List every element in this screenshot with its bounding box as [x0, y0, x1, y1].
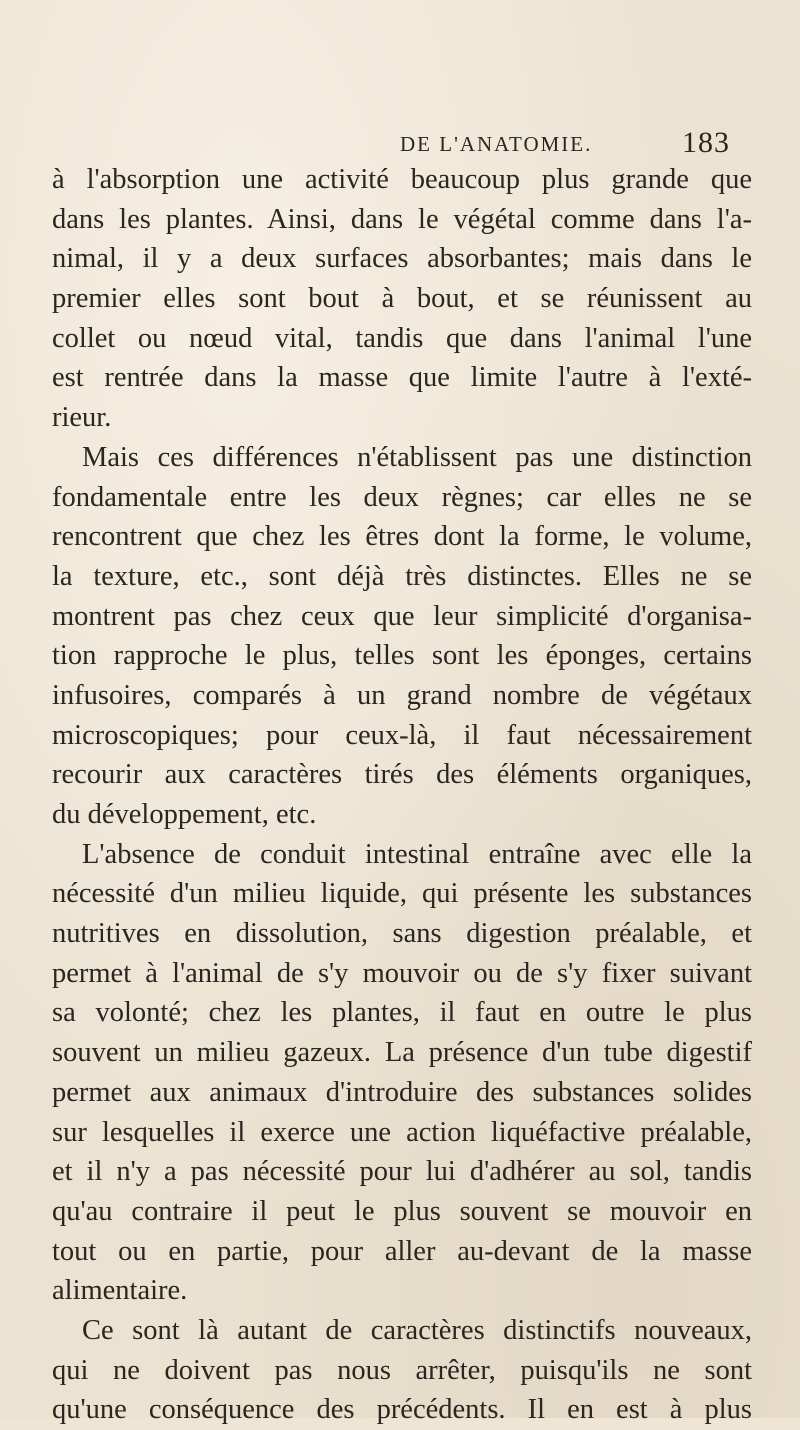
body-text — [52, 160, 752, 1430]
paragraph — [52, 835, 752, 1311]
text-line: nutritives en dissolution, sans digestion préalable, et — [52, 918, 752, 950]
text-line: qui ne doivent pas nous arrêter, puisqu'ils ne sont — [52, 1354, 752, 1386]
paragraph — [52, 1311, 752, 1430]
text-line: permet aux animaux d'introduire des substances solides — [52, 1076, 752, 1108]
text-line: et il n'y a pas nécessité pour lui d'adhérer au sol, tandis — [52, 1156, 752, 1188]
text-line: Ce sont là autant de caractères distinctifs nouveaux, — [82, 1314, 752, 1346]
text-line: rencontrent que chez les êtres dont la forme, le volume, — [52, 521, 752, 553]
text-line: sur lesquelles il exerce une action liquéfactive préalable, — [52, 1116, 752, 1148]
text-line: premier elles sont bout à bout, et se réunissent au — [52, 283, 752, 315]
text-line: fondamentale entre les deux règnes; car elles ne se — [52, 481, 752, 513]
text-line: du développement, etc. — [52, 799, 317, 830]
paragraph — [52, 438, 752, 835]
text-line: tion rapproche le plus, telles sont les éponges, certains — [52, 640, 752, 672]
text-line: Mais ces différences n'établissent pas une distinction — [82, 441, 752, 473]
text-line: L'absence de conduit intestinal entraîne avec elle la — [82, 838, 752, 870]
text-line: dans les plantes. Ainsi, dans le végétal comme dans l'a- — [52, 203, 752, 235]
text-line: collet ou nœud vital, tandis que dans l'animal l'une — [52, 322, 752, 354]
text-line: recourir aux caractères tirés des éléments organiques, — [52, 759, 752, 791]
text-line: nimal, il y a deux surfaces absorbantes; mais dans le — [52, 243, 752, 275]
text-line: souvent un milieu gazeux. La présence d'un tube digestif — [52, 1037, 752, 1069]
page-number: 183 — [682, 126, 730, 159]
text-line: est rentrée dans la masse que limite l'autre à l'exté- — [52, 362, 752, 394]
text-line: la texture, etc., sont déjà très distinctes. Elles ne se — [52, 560, 752, 592]
text-line: microscopiques; pour ceux-là, il faut nécessairement — [52, 719, 752, 751]
text-line: permet à l'animal de s'y mouvoir ou de s'y fixer suivant — [52, 957, 752, 989]
paragraph — [52, 160, 752, 438]
text-line: tout ou en partie, pour aller au-devant de la masse — [52, 1235, 752, 1267]
text-line: rieur. — [52, 402, 112, 434]
text-line: montrent pas chez ceux que leur simplicité d'organisa- — [52, 600, 752, 632]
text-line: infusoires, comparés à un grand nombre de végétaux — [52, 679, 752, 711]
text-line: sa volonté; chez les plantes, il faut en outre le plus — [52, 997, 752, 1029]
running-title: DE L'ANATOMIE. — [400, 132, 593, 156]
text-line: à l'absorption une activité beaucoup plus grande que — [52, 164, 752, 195]
text-line: nécessité d'un milieu liquide, qui présente les substances — [52, 878, 752, 910]
text-line: qu'au contraire il peut le plus souvent se mouvoir en — [52, 1195, 752, 1227]
text-line: qu'une conséquence des précédents. Il en est à plus — [52, 1394, 752, 1426]
text-line: alimentaire. — [52, 1275, 188, 1307]
